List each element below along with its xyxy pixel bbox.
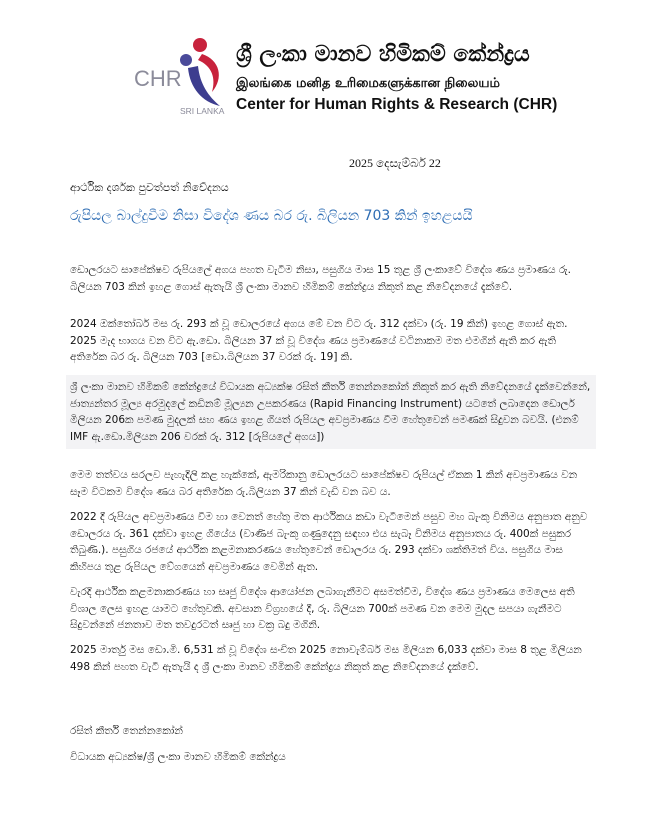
body-paragraph-4: මෙම තත්වය සරලව පැහැදිලි කළ හැක්කේ, ඇමරිකානු ඩොලරයට සාපේක්ෂව රුපියල් ඒකක 1 කින් අවප්‍රමාණය වන සෑම විටකම විදේශ ණය බර අතිරේක රු.බිලියන 37 කින් වැඩි වන බව ය. — [70, 469, 578, 498]
release-title: රුපියල බාල්දුවීම නිසා විදේශ ණය බර රු. බිලියන 703 කින් ඉහළයයි — [70, 208, 473, 224]
logo-subtext: SRI LANKA — [180, 106, 225, 116]
org-name-tamil: இலங்கை மனித உரிமைகளுக்கான நிலையம் — [236, 76, 500, 91]
signatory-role: විධායක අධ්‍යක්ෂ/ශ්‍රී ලංකා මානව හිමිකම් කේන්ද්‍රය — [70, 751, 286, 763]
logo-wordmark: CHR — [134, 66, 182, 91]
logo-head-red — [193, 38, 207, 52]
body-paragraph-6: වැරදි ආර්ථික කළමනාකරණය හා සෘජු විදේශ ආයෝජන ලබාගැනීමට අසමත්වීම, විදේශ ණය ප්‍රමාණය මෙලෙස අති විශාල ලෙස ඉහළ යාමට හේතුවකි. අවසාන විග්‍රහයේ දී, රු. බිලියන 700ක් පමණ වන මෙම මුදල සපයා ගැනීමට සිදුවන්නේ ජනතාව මත තවදුරටත් සෘජු හා වක්‍ර බදු මගිනි. — [70, 586, 575, 631]
org-name-sinhala: ශ්‍රී ලංකා මානව හිමිකම් කේන්ද්‍රය — [236, 42, 530, 67]
logo-head-blue — [180, 54, 192, 66]
body-paragraph-3-highlighted: ශ්‍රී ලංකා මානව හිමිකම් කේන්ද්‍රයේ විධායක අධ්‍යක්ෂ රසිත් කීර්ති තෙන්නකෝන් නිකුත් කර ඇති නිවේදනයේ දැක්වෙන්නේ, ජාත්‍යන්තර මූල්‍ය අරමුදලේ කඩිනම් මූල්‍යන උපකරණය (Rapid Financing Instrument) යටතේ ලබාදෙන ඩොලර් මිලියන 206ක පමණ මුදලක් සහ ණය ඉහළ ගියත් රුපියල අවප්‍රමාණය වීම හේතුවෙන් පමණක් සිදුවන බවයි. (එනම් IMF ඇ.ඩො.මිලියන 206 වරක් රු. 312 [රුපියලේ අගය]) — [66, 375, 596, 449]
org-name-english: Center for Human Rights & Research (CHR) — [236, 96, 558, 113]
signatory-name: රසිත් කීර්ති තෙන්නකෝන් — [70, 725, 183, 737]
document-type: ආර්ථික දර්ශක පුවත්පත් නිවේදනය — [70, 181, 229, 194]
body-paragraph-1: ඩොලරයට සාපේක්ෂව රුපියලේ අගය පහත වැටීම නිසා, පසුගිය මාස 15 තුළ ශ්‍රී ලංකාවේ විදේශ ණය ප්‍රමාණය රු. බිලියන 703 කින් ඉහළ ගොස් ඇතැයි ශ්‍රී ලංකා මානව හිමිකම් කේන්ද්‍රය නිකුත් කළ නිවේදනයේ දැක්වේ. — [70, 264, 571, 293]
release-date: 2025 දෙසැම්බර් 22 — [349, 156, 441, 170]
body-paragraph-2: 2024 ඔක්තෝබර් මස රු. 293 ක් වූ ඩොලරයේ අගය මේ වන විට රු. 312 දක්වා (රු. 19 කින්) ඉහළ ගොස් ඇත. 2025 මැද භාගය වන විට ඇ.ඩො. බිලියන 37 ක් වූ විදේශ ණය ප්‍රමාණයේ වටිනාකම මත එමගින් ඇති කර ඇති අතිරේක බර රු. බිලියන 703 [ඩො.බිලියන 37 වරක් රු. 19] කි. — [70, 318, 568, 363]
chr-logo — [128, 36, 230, 118]
body-paragraph-7: 2025 මාර්තු මස ඩො.මි. 6,531 ක් වූ විදේශ සංචිත 2025 නොවැම්බර් මස මිලියන 6,033 දක්වා මාස 8 තුළ මිලියන 498 කින් පහත වැටී ඇතැයි ද ශ්‍රී ලංකා මානව හිමිකම් කේන්ද්‍රය නිකුත් කළ නිවේදනයේ දැක්වේ. — [70, 644, 582, 673]
body-paragraph-5: 2022 දී රුපියල අවප්‍රමාණය වීම හා වෙනත් හේතු මත ආර්ථිකය කඩා වැටීමෙන් පසුව මහ බැංකු විනිමය අනුපාත අනුව ඩොලරය රු. 361 දක්වා ඉහළ ගියේය (වාණිජ බැංකු ගණුදෙනු සඳහා එය සැබෑ විනිමය අනුපාතය රු. 400ක් පසුකර තිබුණි.). පසුගිය රජයේ ආර්ථික කළමනාකරණය හේතුවෙන් ඩොලරය රු. 293 දක්වා ශක්තිමත් විය. පසුගිය මාස කිහිපය තුළ රුපියල වේගයෙන් අවප්‍රමාණය වෙමින් ඇත. — [70, 511, 588, 573]
